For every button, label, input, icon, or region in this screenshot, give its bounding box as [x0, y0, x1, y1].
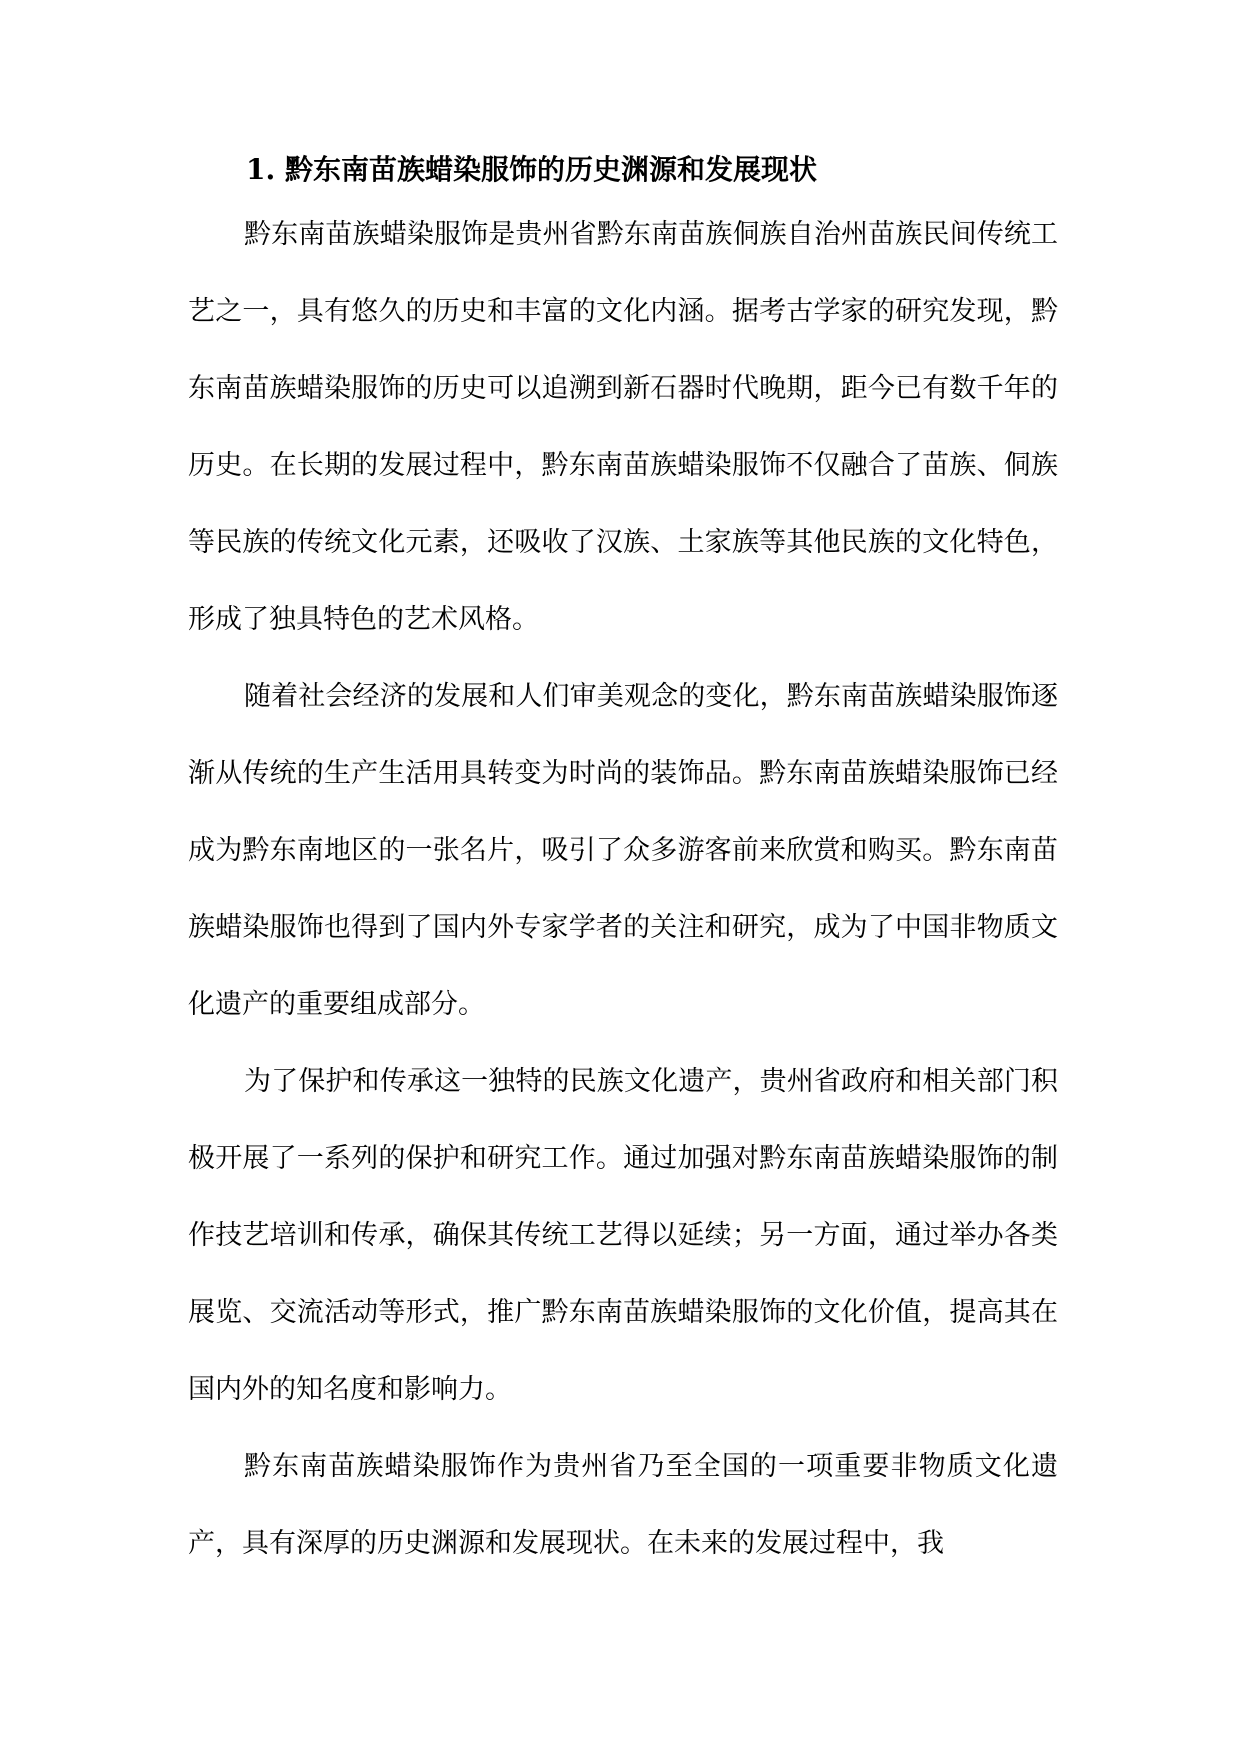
section-heading: 1. 黔东南苗族蜡染服饰的历史渊源和发展现状	[246, 153, 817, 186]
paragraph-2: 随着社会经济的发展和人们审美观念的变化，黔东南苗族蜡染服饰逐渐从传统的生产生活用具转变为时尚的装饰品。黔东南苗族蜡染服饰已经成为黔东南地区的一张名片，吸引了众多游客前来欣赏和购买。黔东南苗族蜡染服饰也得到了国内外专家学者的关注和研究，成为了中国非物质文化遗产的重要组成部分。	[188, 681, 1058, 1020]
paragraph-1: 黔东南苗族蜡染服饰是贵州省黔东南苗族侗族自治州苗族民间传统工艺之一，具有悠久的历史和丰富的文化内涵。据考古学家的研究发现，黔东南苗族蜡染服饰的历史可以追溯到新石器时代晚期，距今已有数千年的历史。在长期的发展过程中，黔东南苗族蜡染服饰不仅融合了苗族、侗族等民族的传统文化元素，还吸收了汉族、土家族等其他民族的文化特色，形成了独具特色的艺术风格。	[188, 219, 1058, 635]
paragraph-3: 为了保护和传承这一独特的民族文化遗产，贵州省政府和相关部门积极开展了一系列的保护和研究工作。通过加强对黔东南苗族蜡染服饰的制作技艺培训和传承，确保其传统工艺得以延续；另一方面，通过举办各类展览、交流活动等形式，推广黔东南苗族蜡染服饰的文化价值，提高其在国内外的知名度和影响力。	[188, 1066, 1058, 1405]
body-text	[188, 196, 1058, 1582]
paragraph-4: 黔东南苗族蜡染服饰作为贵州省乃至全国的一项重要非物质文化遗产，具有深厚的历史渊源和发展现状。在未来的发展过程中，我	[188, 1451, 1058, 1559]
